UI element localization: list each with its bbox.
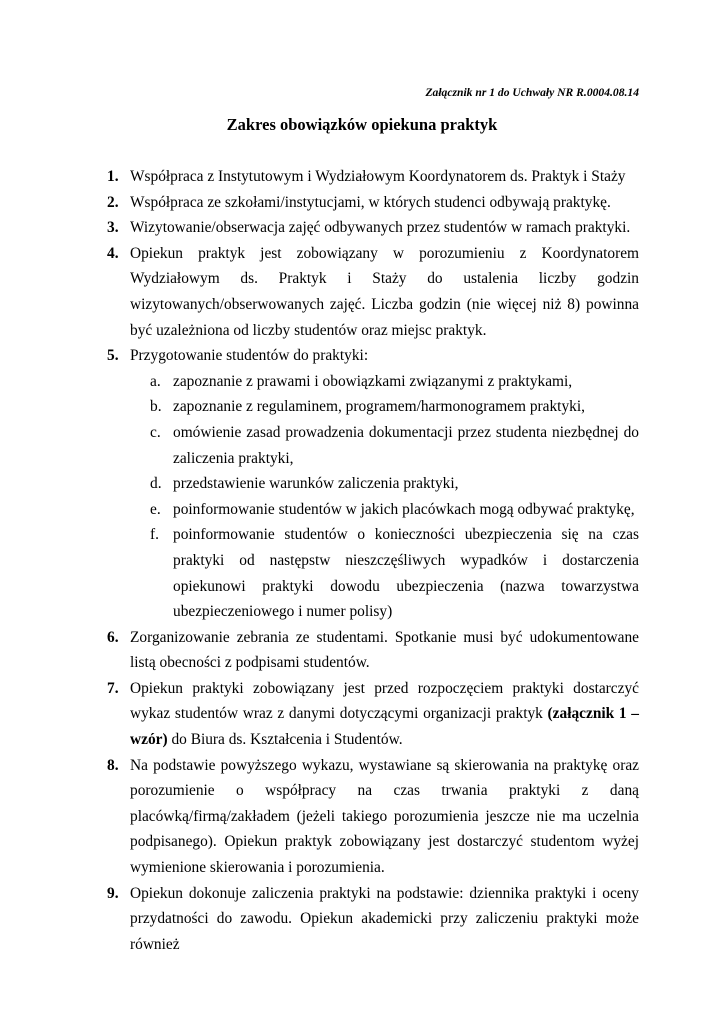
subitem-text: poinformowanie studentów o konieczności ubezpieczenia się na czas praktyki od następstw nieszczęśliwych wypadków i dostarczenia opiekunowi praktyki dowodu ubezpieczenia (nazwa towarzystwa ubezpieczeniowego i numer polisy) (173, 526, 639, 621)
subitem-letter: f. (150, 526, 159, 544)
item-number: 5. (107, 347, 119, 365)
subitem-letter: c. (150, 423, 161, 441)
subitem-text: omówienie zasad prowadzenia dokumentacji przez studenta niezbędnej do zaliczenia praktyki, (173, 423, 639, 467)
subitem-letter: d. (150, 475, 162, 493)
list-item (107, 753, 639, 881)
item-number: 4. (107, 244, 119, 262)
item-number: 1. (107, 168, 119, 185)
item-text: Wizytowanie/obserwacja zajęć odbywanych przez studentów w ramach praktyki. (130, 219, 631, 237)
annex-reference: Załącznik nr 1 do Uchwały NR R.0004.08.14 (425, 86, 639, 99)
item-number: 8. (107, 756, 119, 774)
item-text: Zorganizowanie zebrania ze studentami. Spotkanie musi być udokumentowane listą obecności z podpisami studentów. (130, 628, 639, 672)
list-item (107, 343, 639, 625)
item-number: 9. (107, 884, 119, 902)
item-text: Przygotowanie studentów do praktyki: (130, 347, 369, 365)
sublist-item (150, 369, 639, 395)
list-item (107, 881, 639, 958)
document-title: Zakres obowiązków opiekuna praktyk (226, 115, 498, 134)
item-text: Współpraca ze szkołami/instytucjami, w których studenci odbywają praktykę. (130, 193, 611, 211)
item-number: 7. (107, 679, 119, 697)
list-item (107, 215, 639, 241)
list-item (107, 241, 639, 343)
item-number: 6. (107, 628, 119, 646)
list-item (107, 676, 639, 753)
item-text-part: do Biura ds. Kształcenia i Studentów. (167, 731, 403, 749)
subitem-letter: a. (150, 372, 161, 390)
sublist-item (150, 394, 639, 420)
sublist-item (150, 522, 639, 624)
item-text: Na podstawie powyższego wykazu, wystawiane są skierowania na praktykę oraz porozumienie o współpracy na czas trwania praktyki z daną placówką/firmą/zakładem (jeżeli takiego porozumienia jeszcze nie ma uczelnia podpisanego). Opiekun praktyk zobowiązany jest dostarczyć studentom wyżej wymienione skierowania i porozumienia. (130, 756, 639, 877)
preparation-sublist (150, 369, 639, 625)
subitem-text: przedstawienie warunków zaliczenia praktyki, (173, 475, 459, 493)
subitem-letter: e. (150, 500, 161, 518)
item-text: Współpraca z Instytutowym i Wydziałowym Koordynatorem ds. Praktyk i Staży (130, 168, 626, 185)
item-number: 3. (107, 219, 119, 237)
item-text-part: Opiekun praktyki zobowiązany jest przed rozpoczęciem praktyki dostarczyć wykaz studentów wraz z danymi dotyczącymi organizacji praktyk (130, 679, 639, 723)
list-item (107, 164, 639, 190)
annex-reference-bold: (załącznik 1 – wzór) (130, 705, 639, 749)
item-text: Opiekun dokonuje zaliczenia praktyki na podstawie: dziennika praktyki i oceny przydatności do zawodu. Opiekun akademicki przy zaliczeniu praktyki może również (130, 884, 639, 953)
duties-list (107, 164, 639, 957)
subitem-text: zapoznanie z regulaminem, programem/harmonogramem praktyki, (173, 398, 585, 416)
sublist-item (150, 497, 639, 523)
subitem-text: poinformowanie studentów w jakich placówkach mogą odbywać praktykę, (173, 500, 635, 518)
subitem-text: zapoznanie z prawami i obowiązkami związanymi z praktykami, (173, 372, 573, 390)
item-number: 2. (107, 193, 119, 211)
list-item (107, 625, 639, 676)
item-text: Opiekun praktyk jest zobowiązany w porozumieniu z Koordynatorem Wydziałowym ds. Praktyk i Staży do ustalenia liczby godzin wizytowanych/obserwowanych zajęć. Liczba godzin (nie więcej niż 8) powinna być uzależniona od liczby studentów oraz miejsc praktyk. (130, 244, 639, 339)
subitem-letter: b. (150, 398, 162, 416)
sublist-item (150, 420, 639, 471)
list-item (107, 190, 639, 216)
sublist-item (150, 471, 639, 497)
